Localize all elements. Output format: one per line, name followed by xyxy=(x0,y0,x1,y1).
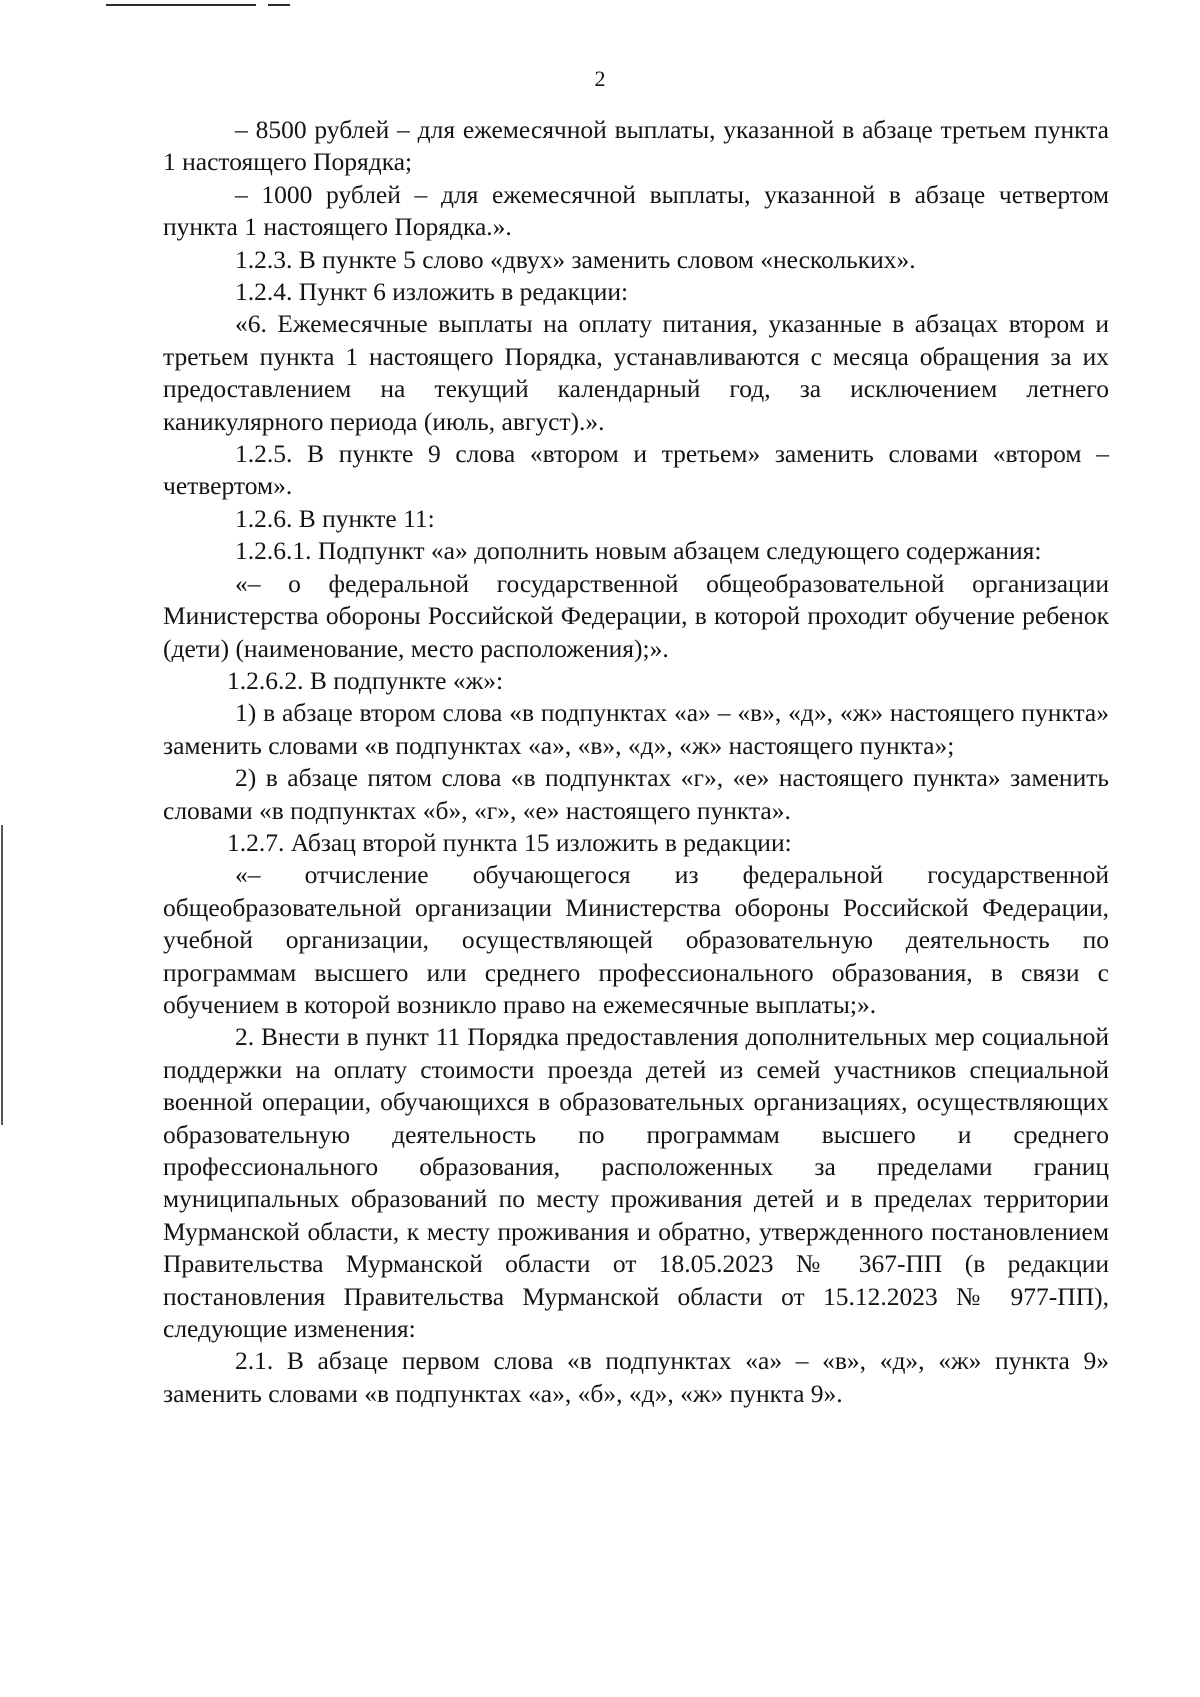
paragraph: 1.2.5. В пункте 9 слова «втором и третьем» заменить словами «втором – четвертом». xyxy=(163,439,1109,501)
paragraph: – 1000 рублей – для ежемесячной выплаты, указанной в абзаце четвертом пункта 1 настоящего Порядка.». xyxy=(163,179,1109,242)
paragraph: «– отчисление обучающегося из федеральной государственной общеобразовательной организации Министерства обороны Российской Федерации, учебной организации, осуществляющей образовательную деятельность по программам высшего или среднего профессионального образования, в связи с обучением в которой возникло право на ежемесячные выплаты;». xyxy=(163,860,1109,1019)
paragraph: 1.2.6.2. В подпункте «ж»: xyxy=(227,665,504,695)
paragraph: 2.1. В абзаце первом слова «в подпунктах «а» – «в», «д», «ж» пункта 9» заменить словами «в подпунктах «а», «б», «д», «ж» пункта 9». xyxy=(163,1346,1109,1408)
paragraph: 2. Внести в пункт 11 Порядка предоставления дополнительных мер социальной поддержки на оплату стоимости проезда детей из семей участников специальной военной операции, обучающихся в образовательных организациях, осуществляющих образовательную деятельность по программам высшего и среднего профессионального образования, расположенных за пределами границ муниципальных образований по месту проживания детей и в пределах территории Мурманской области, к месту проживания и обратно, утвержденного постановлением Правительства Мурманской области от 18.05.2023 № 367-ПП (в редакции постановления Правительства Мурманской области от 15.12.2023 № 977-ПП), следующие изменения: xyxy=(163,1022,1109,1344)
paragraph: 2) в абзаце пятом слова «в подпунктах «г», «е» настоящего пункта» заменить словами «в подпунктах «б», «г», «е» настоящего пункта». xyxy=(163,763,1109,825)
paragraph: 1.2.6. В пункте 11: xyxy=(235,503,435,533)
paragraph: – 8500 рублей – для ежемесячной выплаты, указанной в абзаце третьем пункта 1 настоящего Порядка; xyxy=(163,115,1109,177)
paragraph: 1.2.4. Пункт 6 изложить в редакции: xyxy=(235,277,629,307)
paragraph: 1.2.7. Абзац второй пункта 15 изложить в редакции: xyxy=(227,827,792,857)
scan-artifact-line xyxy=(268,4,290,6)
scan-artifact-edge xyxy=(1,825,3,1125)
page-number: 2 xyxy=(594,66,606,91)
paragraph: «6. Ежемесячные выплаты на оплату питания, указанные в абзацах втором и третьем пункта 1 настоящего Порядка, устанавливаются с месяца обращения за их предоставлением на текущий календарный год, за исключением летнего каникулярного периода (июль, август).». xyxy=(163,309,1109,436)
paragraph: 1.2.6.1. Подпункт «а» дополнить новым абзацем следующего содержания: xyxy=(235,536,1042,566)
paragraph: «– о федеральной государственной общеобразовательной организации Министерства обороны Российской Федерации, в которой проходит обучение ребенок (дети) (наименование, место расположения);». xyxy=(163,568,1109,663)
paragraph: 1) в абзаце втором слова «в подпунктах «а» – «в», «д», «ж» настоящего пункта» заменить словами «в подпунктах «а», «в», «д», «ж» настоящего пункта»; xyxy=(163,698,1109,760)
scan-artifact-line xyxy=(106,4,256,6)
paragraph: 1.2.3. В пункте 5 слово «двух» заменить словом «нескольких». xyxy=(235,244,916,274)
document-body xyxy=(163,114,1109,1410)
